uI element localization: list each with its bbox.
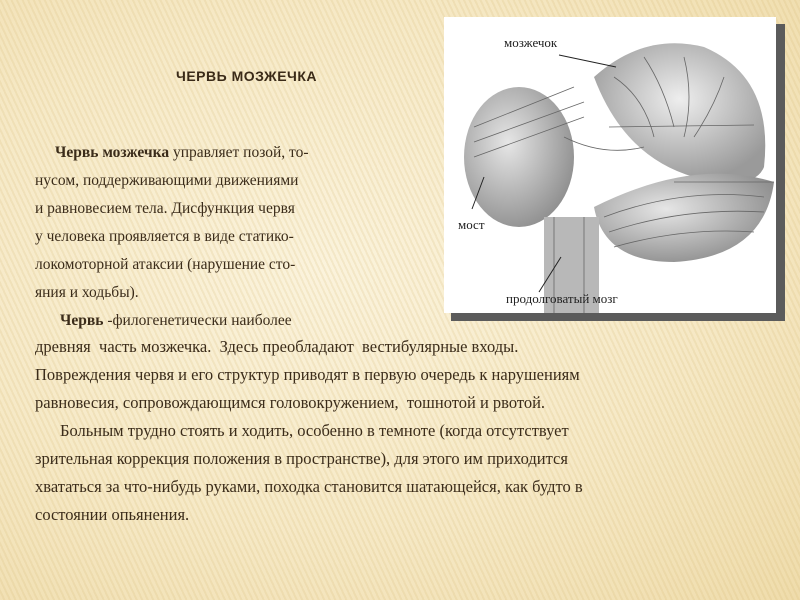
cerebellum-shape <box>594 43 765 182</box>
paragraph-2-line-1 <box>60 311 292 331</box>
label-medulla: продолговатый мозг <box>506 291 618 306</box>
hemisphere-shape <box>594 174 774 262</box>
paragraph-3-line: зрительная коррекция положения в пространстве), для этого им приходится <box>35 449 568 468</box>
paragraph-1-line: и равновесием тела. Дисфункция червя <box>35 200 295 217</box>
paragraph-1-line: яния и ходьбы). <box>35 284 139 301</box>
text: управляет позой, то- <box>169 144 309 161</box>
paragraph-2-line: Повреждения червя и его структур приводят в первую очередь к нарушениям <box>35 365 580 384</box>
paragraph-2-line: древняя часть мозжечка. Здесь преобладают вестибулярные входы. <box>35 337 519 356</box>
paragraph-1-line: у человека проявляется в виде статико- <box>35 228 294 245</box>
paragraph-3-line: хвататься за что-нибудь руками, походка становится шатающейся, как будто в <box>35 477 583 496</box>
paragraph-1-line: нусом, поддерживающими движениями <box>35 172 299 189</box>
label-pons: мост <box>458 217 485 232</box>
cerebellum-illustration <box>444 17 776 313</box>
label-cerebellum: мозжечок <box>504 35 558 50</box>
paragraph-2-line: равновесия, сопровождающимся головокружением, тошнотой и рвотой. <box>35 393 546 412</box>
paragraph-1-line-1 <box>55 143 309 163</box>
paragraph-3-line: Больным трудно стоять и ходить, особенно в темноте (когда отсутствует <box>60 421 569 440</box>
bold-term: Червь мозжечка <box>55 144 170 161</box>
bold-term: Червь <box>60 312 104 329</box>
pons-shape <box>464 87 574 227</box>
text: -филогенетически наиболее <box>103 312 292 329</box>
paragraph-3-line: состоянии опьянения. <box>35 505 190 524</box>
slide-title: ЧЕРВЬ МОЗЖЕЧКА <box>176 68 318 84</box>
anatomy-drawing <box>444 17 776 313</box>
paragraph-1-line: локомоторной атаксии (нарушение сто- <box>35 256 296 273</box>
